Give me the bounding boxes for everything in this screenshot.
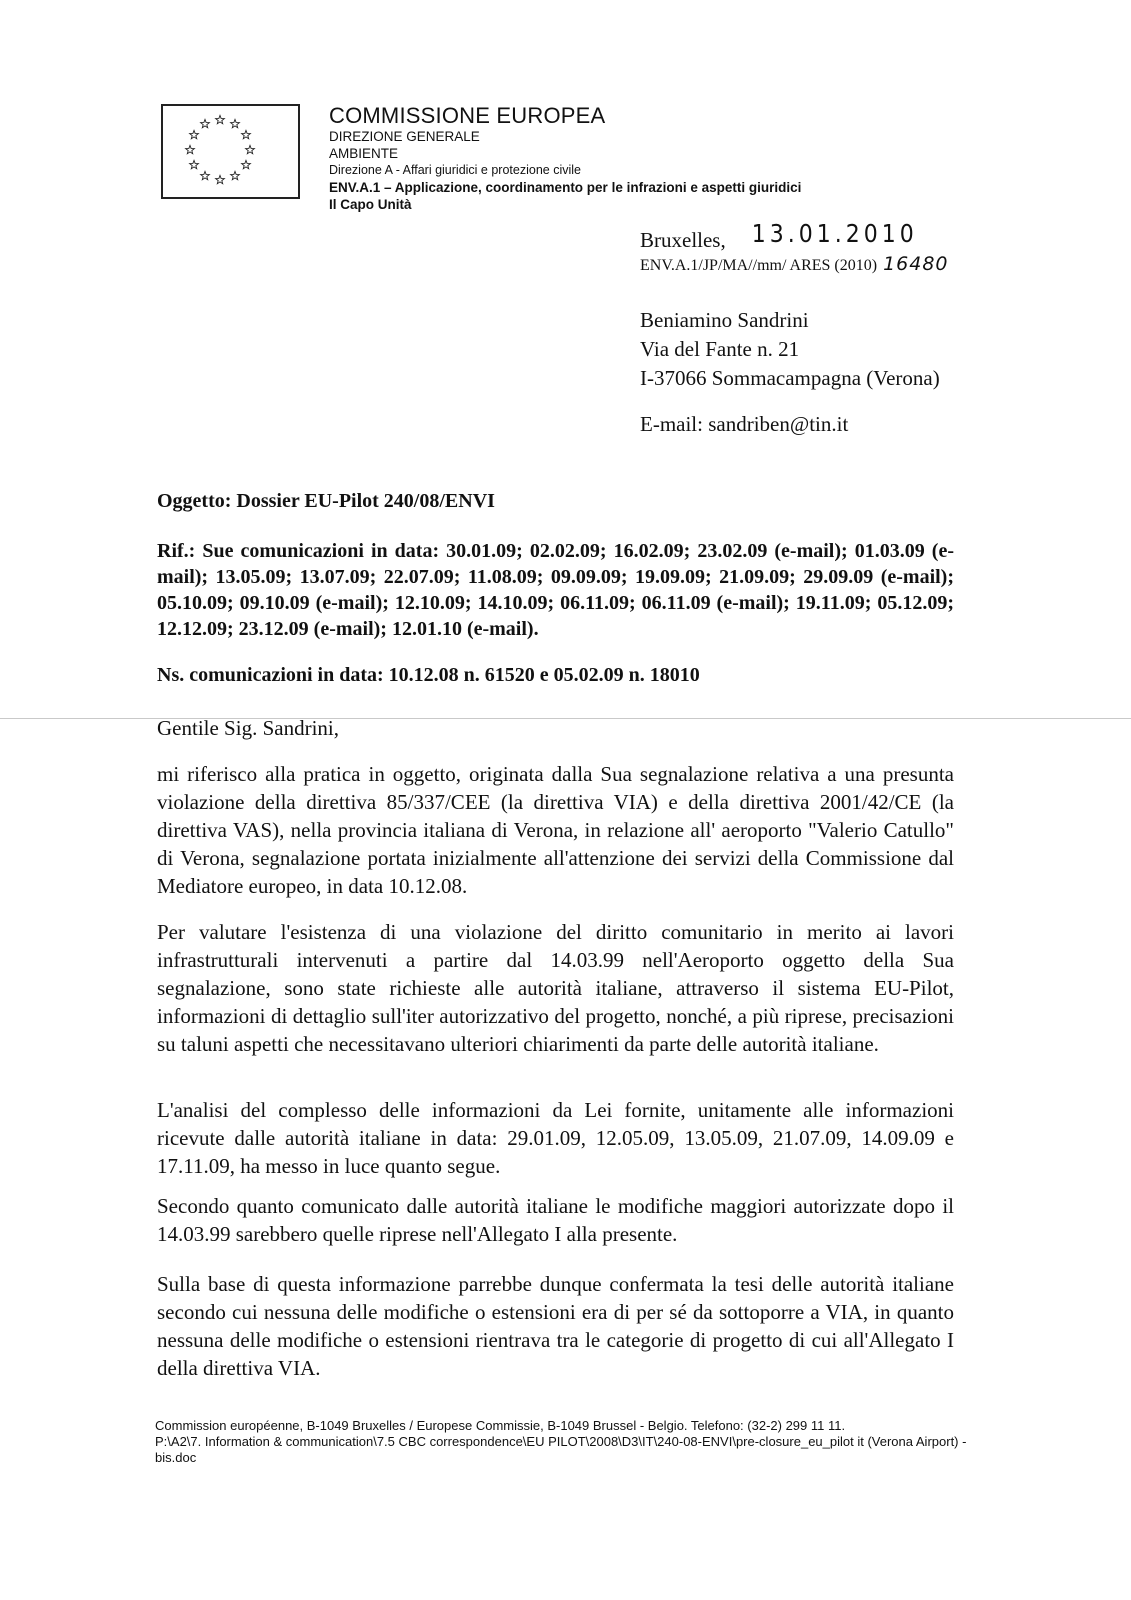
star-icon bbox=[190, 130, 199, 138]
footer bbox=[155, 1418, 985, 1466]
paragraph: Sulla base di questa informazione parrebbe dunque confermata la tesi delle autorità italiane secondo cui nessuna delle modifiche o estensioni era di per sé da sottoporre a VIA, in quanto nessuna delle modifiche o estensioni rientrava tra le categorie di progetto di cui all'Allegato I della direttiva VIA. bbox=[157, 1272, 954, 1380]
star-icon bbox=[216, 115, 225, 123]
star-icon bbox=[201, 119, 210, 127]
star-icon bbox=[201, 171, 210, 179]
footer-file-path: P:\A2\7. Information & communication\7.5 CBC correspondence\EU PILOT\2008\D3\IT\240-08-ENVI\pre-closure_eu_pilot it (Verona Airport) - bis.doc bbox=[155, 1434, 967, 1465]
place-label: Bruxelles, bbox=[640, 228, 726, 252]
our-communications: Ns. comunicazioni in data: 10.12.08 n. 61520 e 05.02.09 n. 18010 bbox=[157, 664, 700, 686]
star-icon bbox=[231, 119, 240, 127]
paragraph: L'analisi del complesso delle informazioni da Lei fornite, unitamente alle informazioni ricevute dalle autorità italiane in data: 29.01.09, 12.05.09, 13.05.09, 21.07.09, 14.09.09 e 17.11.09, ha messo in luce quanto segue. bbox=[157, 1098, 954, 1178]
reference-prefix: ENV.A.1/JP/MA//mm/ ARES (2010) bbox=[640, 257, 878, 274]
paragraph: Secondo quanto comunicato dalle autorità italiane le modifiche maggiori autorizzate dopo il 14.03.99 sarebbero quelle riprese nell'Allegato I alla presente. bbox=[157, 1194, 954, 1246]
directorate-general-label: DIREZIONE GENERALE bbox=[329, 129, 480, 144]
date-stamp: 13.01.2010 bbox=[751, 220, 918, 249]
star-icon bbox=[246, 145, 255, 153]
subject-line: Oggetto: Dossier EU-Pilot 240/08/ENVI bbox=[157, 490, 495, 512]
star-icon bbox=[190, 160, 199, 168]
recipient-address bbox=[640, 306, 940, 393]
directorate-general-name: AMBIENTE bbox=[329, 146, 399, 161]
directorate-name: Direzione A - Affari giuridici e protezione civile bbox=[329, 163, 581, 177]
reference-communications: Rif.: Sue comunicazioni in data: 30.01.09; 02.02.09; 16.02.09; 23.02.09 (e-mail); 01.03.09 (e-mail); 13.05.09; 13.07.09; 22.07.09; 11.08.09; 09.09.09; 19.09.09; 21.09.09; 29.09.09 (e-mail); 05.10.09; 09.10.09 (e-mail); 12.10.09; 14.10.09; 06.11.09; 06.11.09 (e-mail); 19.11.09; 05.12.09; 12.12.09; 23.12.09 (e-mail); 12.01.10 (e-mail). bbox=[157, 540, 954, 640]
paragraph: mi riferisco alla pratica in oggetto, originata dalla Sua segnalazione relativa a una presunta violazione della direttiva 85/337/CEE (la direttiva VIA) e della direttiva 2001/42/CE (la direttiva VAS), nella provincia italiana di Verona, in relazione all' aeroporto "Valerio Catullo" di Verona, segnalazione portata inizialmente all'attenzione dei servizi della Commissione dal Mediatore europeo, in data 10.12.08. bbox=[157, 762, 954, 898]
star-icon bbox=[216, 175, 225, 183]
eu-stars-emblem-icon bbox=[163, 106, 298, 197]
footer-address: Commission européenne, B-1049 Bruxelles / Europese Commissie, B-1049 Brussel - Belgio. Telefono: (32-2) 299 11 11. bbox=[155, 1418, 846, 1433]
reference-number: 16480 bbox=[883, 253, 949, 275]
star-icon bbox=[242, 130, 251, 138]
salutation: Gentile Sig. Sandrini, bbox=[157, 716, 339, 740]
star-icon bbox=[242, 160, 251, 168]
date-block bbox=[640, 220, 949, 275]
star-icon bbox=[231, 171, 240, 179]
eu-logo bbox=[161, 104, 300, 199]
head-of-unit: Il Capo Unità bbox=[329, 197, 412, 212]
paragraph: Per valutare l'esistenza di una violazione del diritto comunitario in merito ai lavori infrastrutturali intervenuti a partire dal 14.03.99 nell'Aeroporto oggetto della Sua segnalazione, sono state richieste alle autorità italiane, attraverso il sistema EU-Pilot, informazioni di dettaglio sull'iter autorizzativo del progetto, nonché, a più riprese, precisazioni su taluni aspetti che necessitavano ulteriori chiarimenti da parte delle autorità italiane. bbox=[157, 920, 954, 1056]
recipient-city: I-37066 Sommacampagna (Verona) bbox=[640, 366, 940, 390]
organization-name: COMMISSIONE EUROPEA bbox=[329, 103, 606, 128]
recipient-email: E-mail: sandriben@tin.it bbox=[640, 412, 849, 436]
recipient-street: Via del Fante n. 21 bbox=[640, 337, 800, 361]
star-icon bbox=[186, 145, 195, 153]
recipient-name: Beniamino Sandrini bbox=[640, 308, 809, 332]
unit-name: ENV.A.1 – Applicazione, coordinamento per le infrazioni e aspetti giuridici bbox=[329, 180, 802, 195]
header-block bbox=[329, 104, 801, 213]
